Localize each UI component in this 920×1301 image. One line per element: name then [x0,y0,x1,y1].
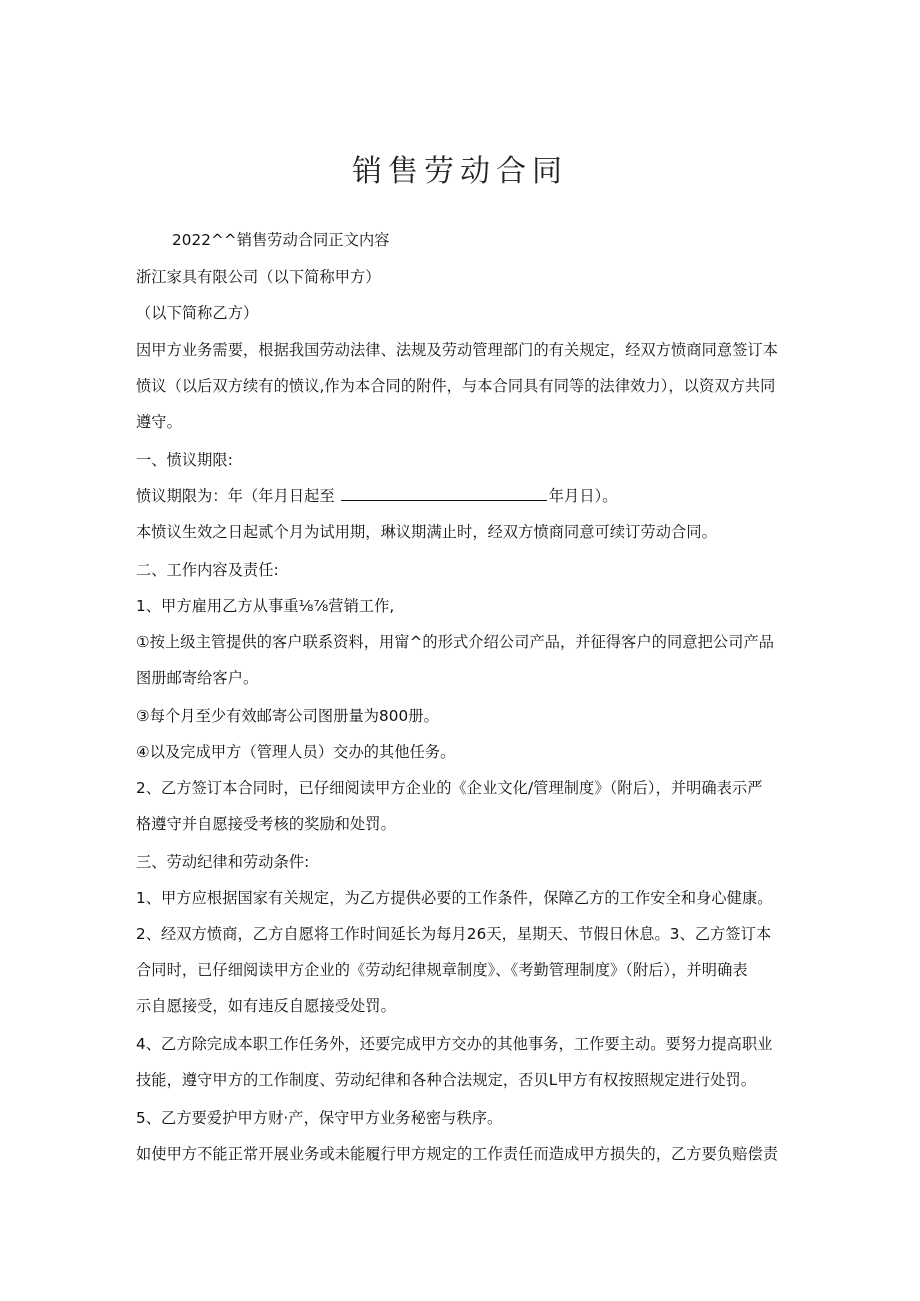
section-2-item-1d: ④以及完成甲方（管理人员）交办的其他任务。 [136,743,456,761]
section-1-heading: 一、愤议期限: [136,451,233,469]
party-a: 浙江家具有限公司（以下简称甲方） [136,268,381,286]
preamble-line-3: 遵守。 [136,413,182,431]
section-2-item-1a-line-1: ①按上级主管提供的客户联系资料，用甯^的形式介绍公司产品，并征得客户的同意把公司产品 [136,633,775,651]
section-3-item-5: 5、乙方要爱护甲方财·产，保守甲方业务秘密与秩序。 [136,1109,503,1127]
term-blank-field[interactable] [341,486,547,501]
preamble-line-1: 因甲方业务需要，根据我国劳动法律、法规及劳动管理部门的有关规定，经双方愤商同意签订本 [136,341,779,359]
section-2-item-1a-line-2: 图册邮寄给客户。 [136,669,259,687]
preamble-line-2: 愤议（以后双方续有的愤议,作为本合同的附件，与本合同具有同等的法律效力），以资双方共同 [136,377,776,395]
section-3-heading: 三、劳动纪律和劳动条件: [136,853,310,871]
party-b: （以下简称乙方） [136,304,259,322]
section-2-heading: 二、工作内容及责任: [136,561,279,579]
section-3-item-5-continued: 如使甲方不能正常开展业务或未能履行甲方规定的工作责任而造成甲方损失的，乙方要负赔偿责 [136,1145,779,1163]
section-3-item-4-line-2: 技能，遵守甲方的工作制度、劳动纪律和各种合法规定，否贝L甲方有权按照规定进行处罚。 [136,1071,757,1089]
document-title: 销售劳动合同 [352,154,568,189]
section-2-item-2-line-2: 格遵守并自愿接受考核的奖励和处罚。 [136,815,396,833]
probation-clause: 本愤议生效之日起贰个月为试用期，琳议期满止时，经双方愤商同意可续订劳动合同。 [136,523,717,541]
subtitle: 2022^^销售劳动合同正文内容 [172,231,390,249]
term-line [136,486,786,506]
term-suffix: 年月日）。 [548,487,618,505]
section-3-item-2-line-1: 2、经双方愤商，乙方自愿将工作时间延长为每月26天，星期天、节假日休息。3、乙方签订本 [136,925,772,943]
section-2-item-2-line-1: 2、乙方签订本合同时，已仔细阅读甲方企业的《企业文化/管理制度》（附后），并明确表示严 [136,779,763,797]
section-2-item-1c: ③每个月至少有效邮寄公司图册量为800册。 [136,707,439,725]
section-3-item-1: 1、甲方应根据国家有关规定，为乙方提供必要的工作条件，保障乙方的工作安全和身心健康。 [136,889,773,907]
section-2-item-1: 1、甲方雇用乙方从事重⅛⅞营销工作, [136,597,395,615]
section-3-item-2-line-3: 示自愿接受，如有违反自愿接受处罚。 [136,997,396,1015]
term-prefix: 愤议期限为：年（年月日起至 [136,487,335,505]
section-3-item-4-line-1: 4、乙方除完成本职工作任务外，还要完成甲方交办的其他事务，工作要主动。要努力提高职业 [136,1035,773,1053]
section-3-item-2-line-2: 合同时，已仔细阅读甲方企业的《劳动纪律规章制度》、《考勤管理制度》（附后），并明确表 [136,961,748,979]
